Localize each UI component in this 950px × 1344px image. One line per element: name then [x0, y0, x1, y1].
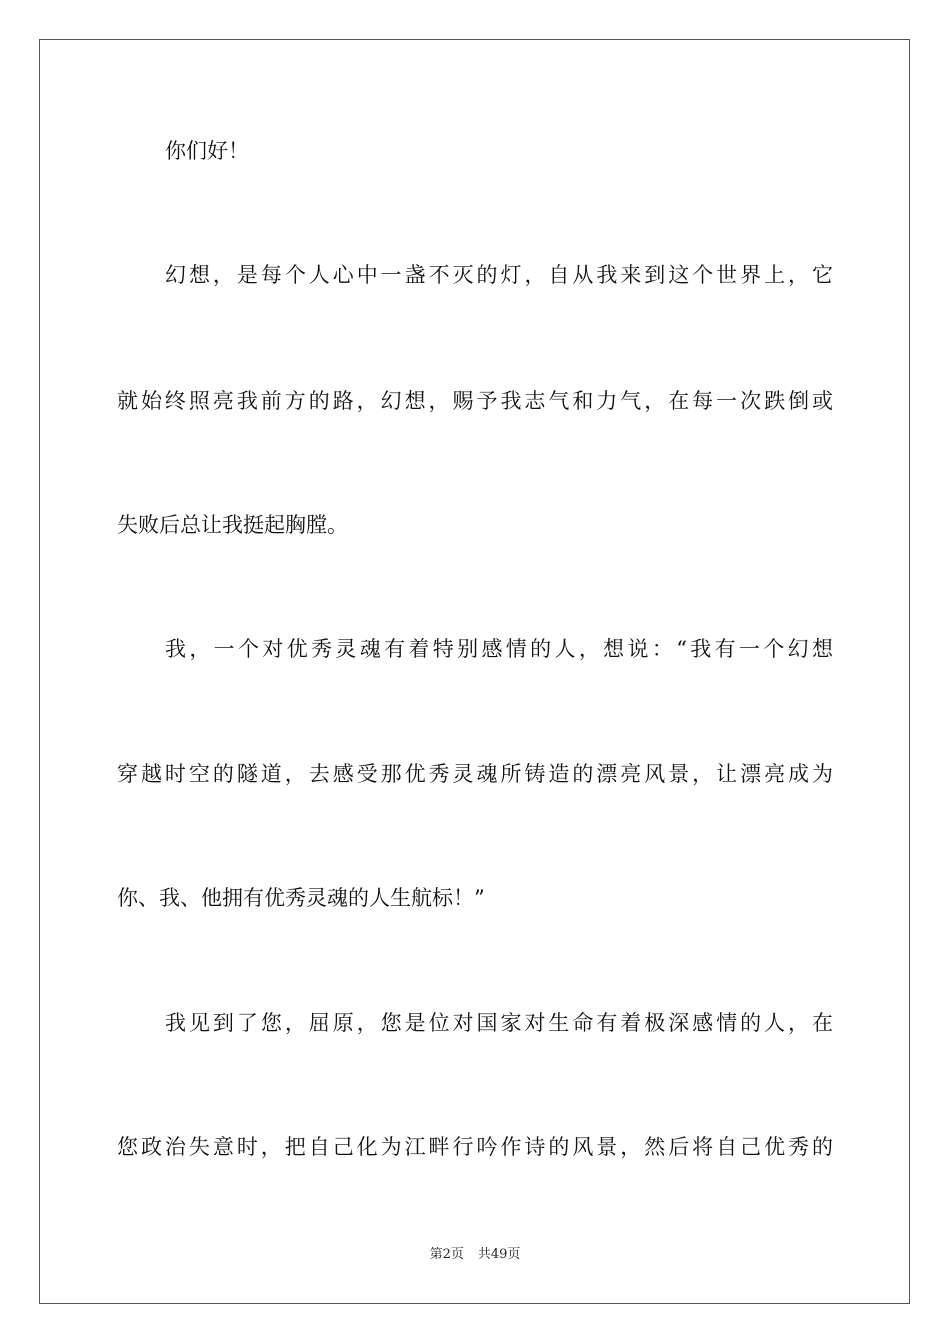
- paragraph-line: 您政治失意时，把自己化为江畔行吟作诗的风景，然后将自己优秀的: [117, 1135, 833, 1159]
- paragraph-line: 失败后总让我挺起胸膛。: [117, 513, 348, 537]
- total-pages: 共49页: [477, 1247, 521, 1262]
- paragraph-line: 穿越时空的隧道，去感受那优秀灵魂所铸造的漂亮风景，让漂亮成为: [117, 762, 833, 786]
- paragraph-line: 就始终照亮我前方的路，幻想，赐予我志气和力气，在每一次跌倒或: [117, 389, 833, 413]
- paragraph-line: 我见到了您，屈原，您是位对国家对生命有着极深感情的人，在: [165, 1011, 833, 1035]
- page-footer: [0, 1246, 950, 1264]
- paragraph-line: 我，一个对优秀灵魂有着特别感情的人，想说：“我有一个幻想: [165, 637, 833, 661]
- paragraph-line: 幻想，是每个人心中一盏不灭的灯，自从我来到这个世界上，它: [165, 263, 833, 287]
- paragraph-line: 你、我、他拥有优秀灵魂的人生航标！”: [117, 886, 485, 910]
- page-number: 第2页: [429, 1247, 464, 1262]
- page-frame: [39, 39, 910, 1304]
- paragraph-line: 你们好！: [165, 139, 249, 163]
